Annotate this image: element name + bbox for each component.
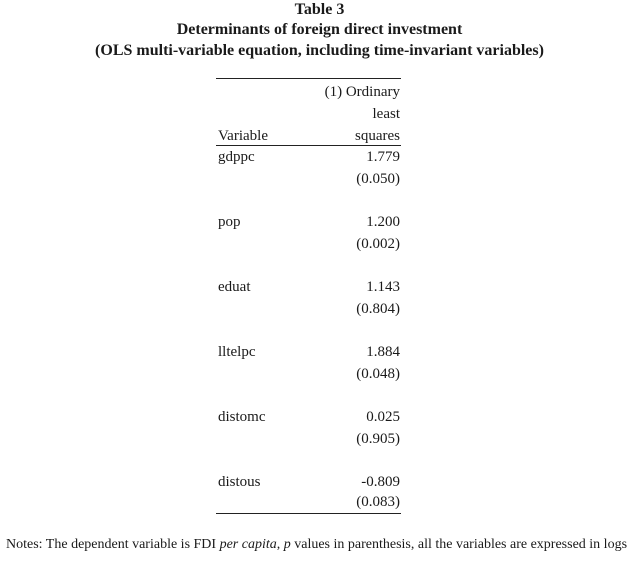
row-pval-distomc: (0.905) — [356, 431, 400, 447]
table-subtitle: Determinants of foreign direct investment — [176, 21, 463, 38]
row-pval-eduat: (0.804) — [356, 301, 400, 317]
row-coef-pop: 1.200 — [366, 214, 400, 230]
row-pval-gdppc: (0.050) — [356, 171, 400, 187]
row-variable-gdppc: gdppc — [218, 149, 255, 165]
table-bottom-rule — [216, 513, 401, 514]
row-coef-distomc: 0.025 — [366, 409, 400, 425]
row-coef-eduat: 1.143 — [366, 279, 400, 295]
variable-column-header: Variable — [218, 128, 268, 144]
row-pval-distous: (0.083) — [356, 494, 400, 510]
table-method-note: (OLS multi-variable equation, including time-invariant variables) — [95, 42, 544, 59]
row-coef-distous: -0.809 — [361, 474, 400, 490]
column-header-line-1: (1) Ordinary — [324, 84, 400, 100]
row-variable-distomc: distomc — [218, 409, 266, 425]
row-variable-eduat: eduat — [218, 279, 251, 295]
row-variable-distous: distous — [218, 474, 261, 490]
table-title: Table 3 — [294, 1, 345, 18]
row-coef-lltelpc: 1.884 — [366, 344, 400, 360]
row-pval-pop: (0.002) — [356, 236, 400, 252]
column-header-line-2: least — [372, 106, 400, 122]
table-top-rule — [216, 78, 401, 79]
row-variable-pop: pop — [218, 214, 241, 230]
table-notes: Notes: The dependent variable is FDI per capita, p values in parenthesis, all the variables are expressed in logs — [6, 537, 628, 552]
row-coef-gdppc: 1.779 — [366, 149, 400, 165]
column-header-line-3: squares — [355, 128, 400, 144]
row-variable-lltelpc: lltelpc — [218, 344, 256, 360]
row-pval-lltelpc: (0.048) — [356, 366, 400, 382]
